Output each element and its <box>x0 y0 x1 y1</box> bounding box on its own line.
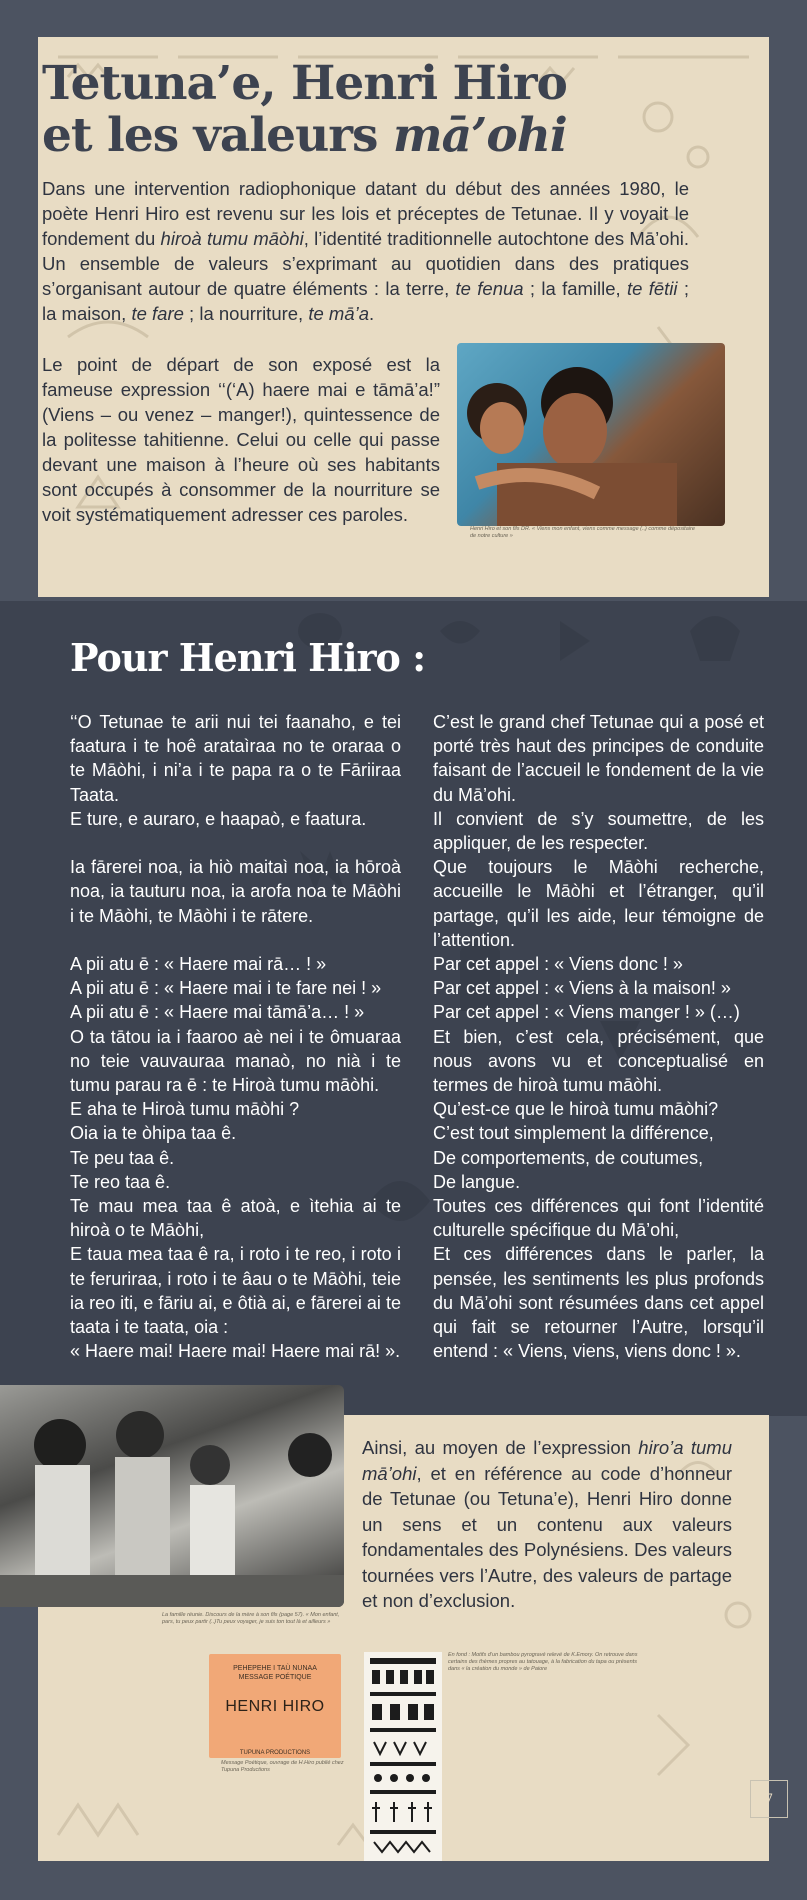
intro-segment: Dans une intervention radiophonique datant du début des années 1980, le poète Henri Hiro est revenu sur les lois et préceptes de Tetunae. Il y voyait le fondement du <box>42 178 689 249</box>
album-subtitle-2: MESSAGE POÉTIQUE <box>238 1674 312 1681</box>
french-text-column: C’est le grand chef Tetunae qui a posé et porté très haut des principes de conduite faisant de l’accueil le fondement de la vie du Mā’ohi. Il convient de s’y soumettre, de les appliquer, de les respecter. Que toujours le Māòhi recherche, accueille le Māòhi et l’étranger, qu’il partage, qu’il les aide, leur témoigne de l’attention. Par cet appel : « Viens donc ! » Par cet appel : « Viens à la maison! » Par cet appel : « Viens manger ! » (…) Et bien, c’est cela, précisément, que nous avons vu et conceptualisé en termes de hiroà tumu māòhi. Qu’est-ce que le hiroà tumu māòhi? C’est tout simplement la différence, De comportements, de coutumes, De langue. Toutes ces différences qui font l’identité culturelle spécifique du Mā’ohi, Et ces différences dans le parler, la pensée, les sentiments les plus profonds du Mā’ohi sont résumées dans cet appel qui fait se retourner l’Autre, lorsqu’il entend : « Viens, viens, viens donc ! ». <box>433 712 764 1362</box>
album-caption: Message Poétique, ouvrage de H.Hiro publié chez Tupuna Productions <box>221 1760 344 1773</box>
page-title <box>42 58 567 162</box>
title-line-2-italic: mā’ohi <box>392 108 567 163</box>
intro-segment: ; la maison, <box>42 278 690 324</box>
album-producer: TUPUNA PRODUCTIONS <box>239 1750 311 1756</box>
intro-paragraph <box>42 176 689 326</box>
album-cover <box>209 1654 341 1758</box>
bamboo-motifs <box>364 1652 442 1861</box>
family-photo-art <box>0 1385 344 1607</box>
family-photo <box>0 1385 344 1607</box>
title-line-1: Tetuna’e, Henri Hiro <box>42 56 567 111</box>
intro-segment: te fenua <box>455 278 524 299</box>
intro-segment: ; la famille, <box>523 278 627 299</box>
title-line-2 <box>42 110 567 162</box>
intro-segment: ; la nourriture, <box>183 303 309 324</box>
intro-segment: hiroà tumu māòhi <box>160 228 304 249</box>
henri-hiro-with-son-photo <box>457 343 725 526</box>
photo-placeholder-art <box>457 343 725 526</box>
conclusion-segment: Ainsi, au moyen de l’expression <box>362 1437 639 1458</box>
tahitian-text-column: ‘‘O Tetunae te arii nui tei faanaho, e tei faatura i te hoê arataìraa no te oraraa o te Māòhi, i ni’a i te papa ra o te Fāriiraa Taata. E ture, e auraro, e haapaò, e faatura. Ia fārerei noa, ia hiò maitaì noa, ia hōroà noa, ia tauturu noa, ia arofa noa te Māòhi i te Māòhi, te Māòhi i te rātere. A pii atu ē : « Haere mai rā… ! » A pii atu ē : « Haere mai i te fare nei ! » A pii atu ē : « Haere mai tāmā’a… ! » O ta tātou ia i faaroo aè nei i te ômuaraa no teie vauvauraa manaò, no nià i te tumu parau ra ē : te Hiroà tumu māòhi. E aha te Hiroà tumu māòhi ? Oia ia te òhipa taa ê. Te peu taa ê. Te reo taa ê. Te mau mea taa ê atoà, e ìtehia ai te hiroà o te Māòhi, E taua mea taa ê ra, i roto i te reo, i roto i te feruriraa, i roto i te âau o te Māòhi, teie ia reo iti, e fāriu ai, e ôtià ai, e fārerei ai te taata i te taata, oia : « Haere mai! Haere mai! Haere mai rā! ». <box>70 712 401 1362</box>
photo-caption: Henri Hiro et son fils DR. « Viens mon enfant, viens comme message (..) comme dépositaire de notre culture » <box>470 526 695 539</box>
album-artist: HENRI HIRO <box>225 1698 325 1715</box>
intro-segment: te fētii <box>627 278 678 299</box>
family-photo-caption: La famille réunie. Discours de la mère à son fils (page 57). « Mon enfant, pars, tu peux partir (..)Tu peux voyager, je suis ton tout là et ailleurs » <box>162 1612 340 1625</box>
intro-segment: , l’identité traditionnelle autochtone des Mā’ohi. Un ensemble de valeurs s’exprimant au quotidien dans des pratiques s’organisant autour de quatre éléments : la terre, <box>42 228 690 299</box>
bamboo-engraving <box>364 1652 442 1861</box>
intro-paragraph-2: Le point de départ de son exposé est la fameuse expression ‘‘(‘A) haere mai e tāmā’a!” (Viens – ou venez – manger!), quintessence de la politesse tahitienne. Celui ou celle qui passe devant une maison à l’heure où ses habitants sont occupés à consommer de la nourriture se voit systématiquement adresser ces paroles. <box>42 354 440 525</box>
intro-segment: te fare <box>131 303 184 324</box>
title-line-2-text: et les valeurs <box>42 108 393 163</box>
conclusion-paragraph <box>362 1435 732 1614</box>
bamboo-caption: En fond : Motifs d’un bambou pyrogravé relevé de K.Emory. On retrouve dans certains des thèmes propres au tatouage, à la fabrication du tapa ou présents dans « la création du monde » de Paiore <box>448 1652 638 1672</box>
album-subtitle-1: PEHEPEHE I TAÙ NUNAA <box>233 1665 317 1672</box>
conclusion-segment: hiro’a tumu mā’ohi <box>362 1437 733 1484</box>
intro-segment: . <box>369 303 375 324</box>
page-number: 7 <box>750 1780 788 1818</box>
conclusion-segment: , et en référence au code d’honneur de Tetunae (ou Tetuna’e), Henri Hiro donne un sens et un contenu aux valeurs fondamentales des Polynésiens. Des valeurs tournées vers l’Autre, des valeurs de partage et non d’exclusion. <box>362 1462 732 1611</box>
intro-segment: te mā’a <box>308 303 370 324</box>
section-heading: Pour Henri Hiro : <box>70 635 426 680</box>
